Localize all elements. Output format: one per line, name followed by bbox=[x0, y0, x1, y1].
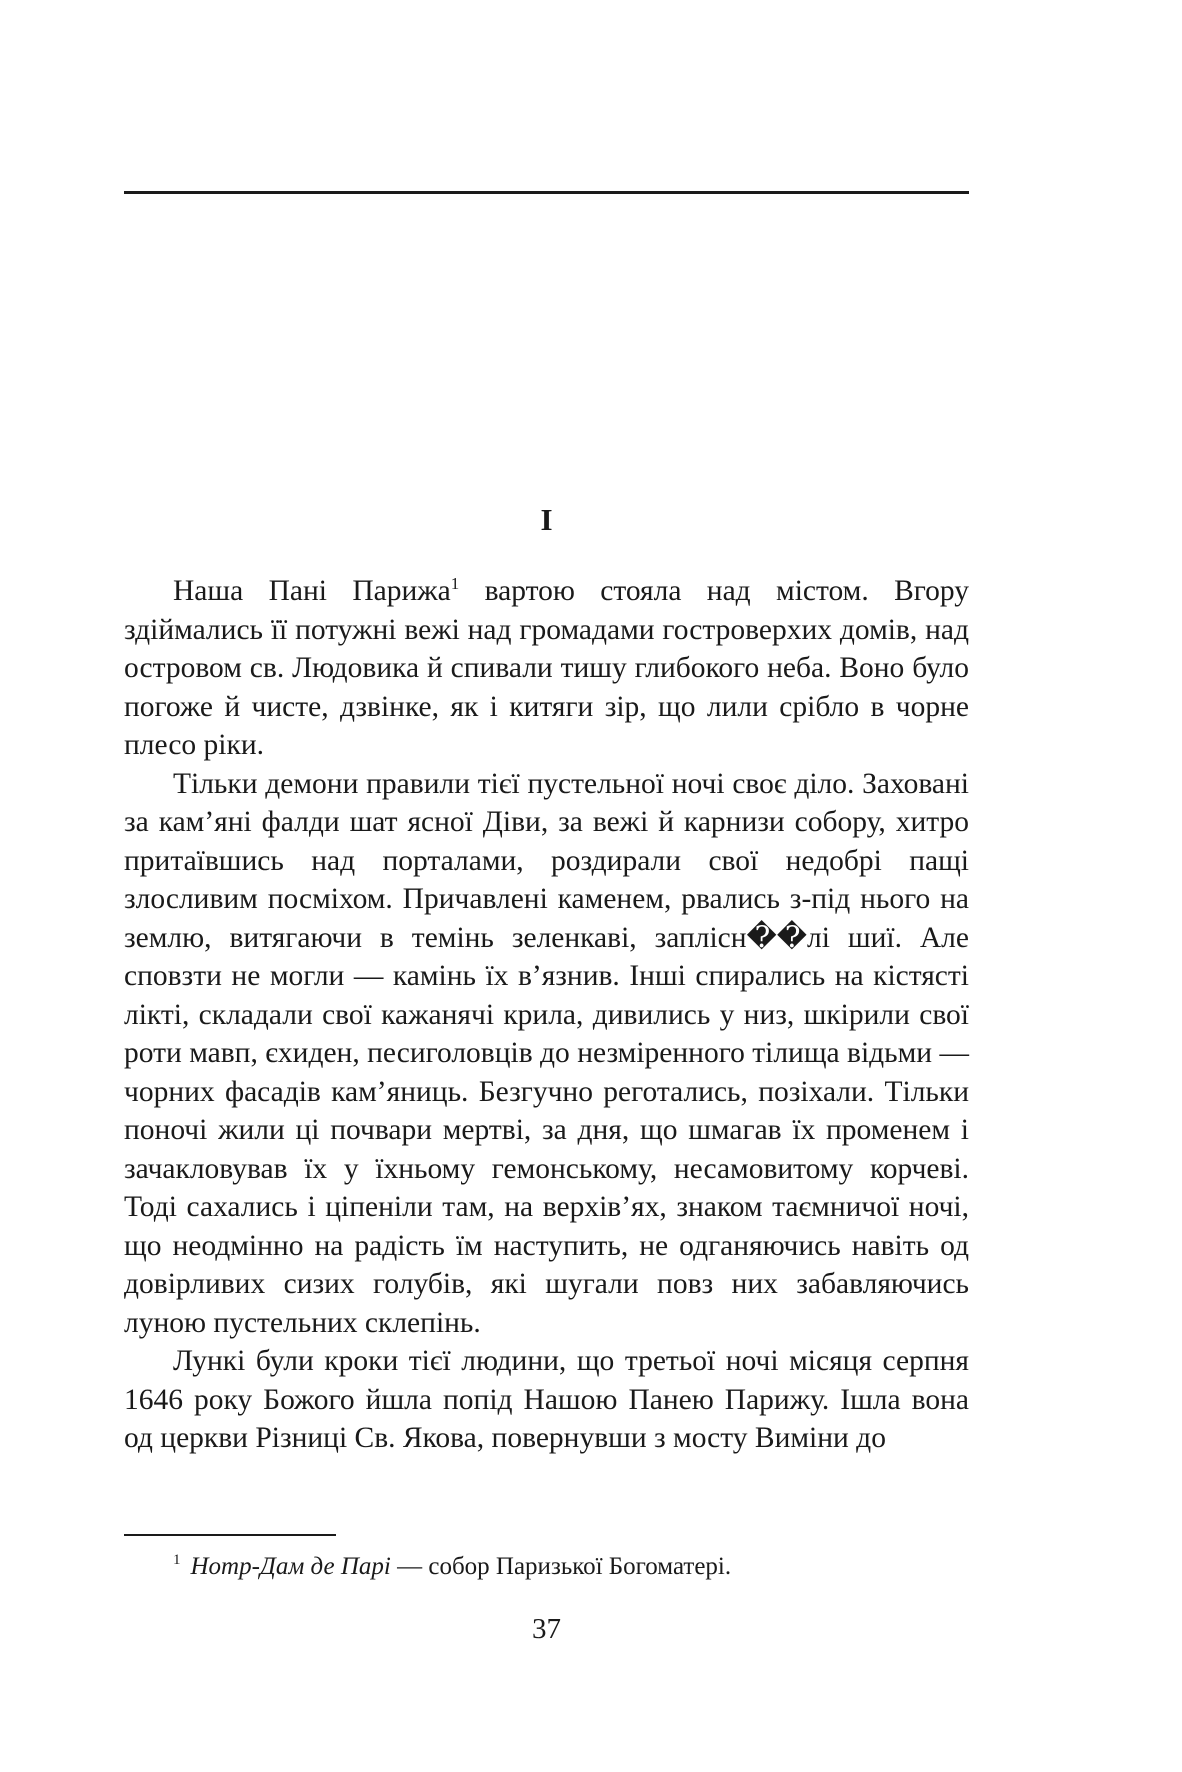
footnote-rule bbox=[124, 1534, 336, 1536]
footnote-reference: 1 bbox=[450, 574, 460, 593]
footnote-term: Нотр-Дам де Парі bbox=[190, 1553, 391, 1580]
paragraph-1-start: Наша Пані Парижа bbox=[173, 575, 451, 607]
footnote-mark: 1 bbox=[173, 1552, 181, 1568]
footnote bbox=[173, 1550, 963, 1584]
paragraph-3: Лункі були кроки тієї людини, що третьої ночі місяця серпня 1646 року Божого йшла попід Нашою Панею Парижу. Ішла вона од церкви Різниці Св. Якова, повернувши з мосту Виміни до bbox=[124, 1345, 969, 1454]
header-rule bbox=[124, 191, 969, 194]
chapter-number: I bbox=[540, 502, 553, 537]
paragraph-1-rest: вартою стояла над містом. Вгору здіймались її потужні вежі над громадами гостроверхих домів, над островом св. Людовика й спивали тишу глибокого неба. Воно було погоже й чисте, дзвінке, як і китяги зір, що лили срібло в чорне плесо ріки. bbox=[124, 575, 969, 761]
paragraph-2: Тільки демони правили тієї пустельної ночі своє діло. Заховані за кам’яні фалди шат ясної Діви, за вежі й карнизи собору, хитро притаївшись над порталами, роздирали свої недобрі пащі злосливим посміхом. Причавлені каменем, рвались з-під нього на землю, витягаючи в темінь зеленкаві, заплісн��лі шиї. Але сповзти не могли — камінь їх в’язнив. Інші спирались на кістясті лікті, складали свої кажанячі крила, дивились у низ, шкірили свої роти мавп, єхиден, песиголовців до незміренного тілища відьми — чорних фасадів кам’яниць. Безгучно реготались, позіхали. Тільки поночі жили ці почвари мертві, за дня, що шмагав їх променем і зачакловував їх у їхньому гемонському, несамовитому корчеві. Тоді сахались і ціпеніли там, на верхів’ях, знаком таємничої ночі, що неодмінно на радість їм наступить, не одганяючись навіть од довірливих сизих голубів, які шугали повз них забавляючись луною пустельних склепінь. bbox=[124, 767, 969, 1339]
paragraph-1 bbox=[124, 572, 969, 765]
footnote-text: — собор Паризької Богоматері. bbox=[390, 1553, 732, 1580]
page-number: 37 bbox=[532, 1613, 561, 1645]
body-text bbox=[124, 572, 969, 1458]
